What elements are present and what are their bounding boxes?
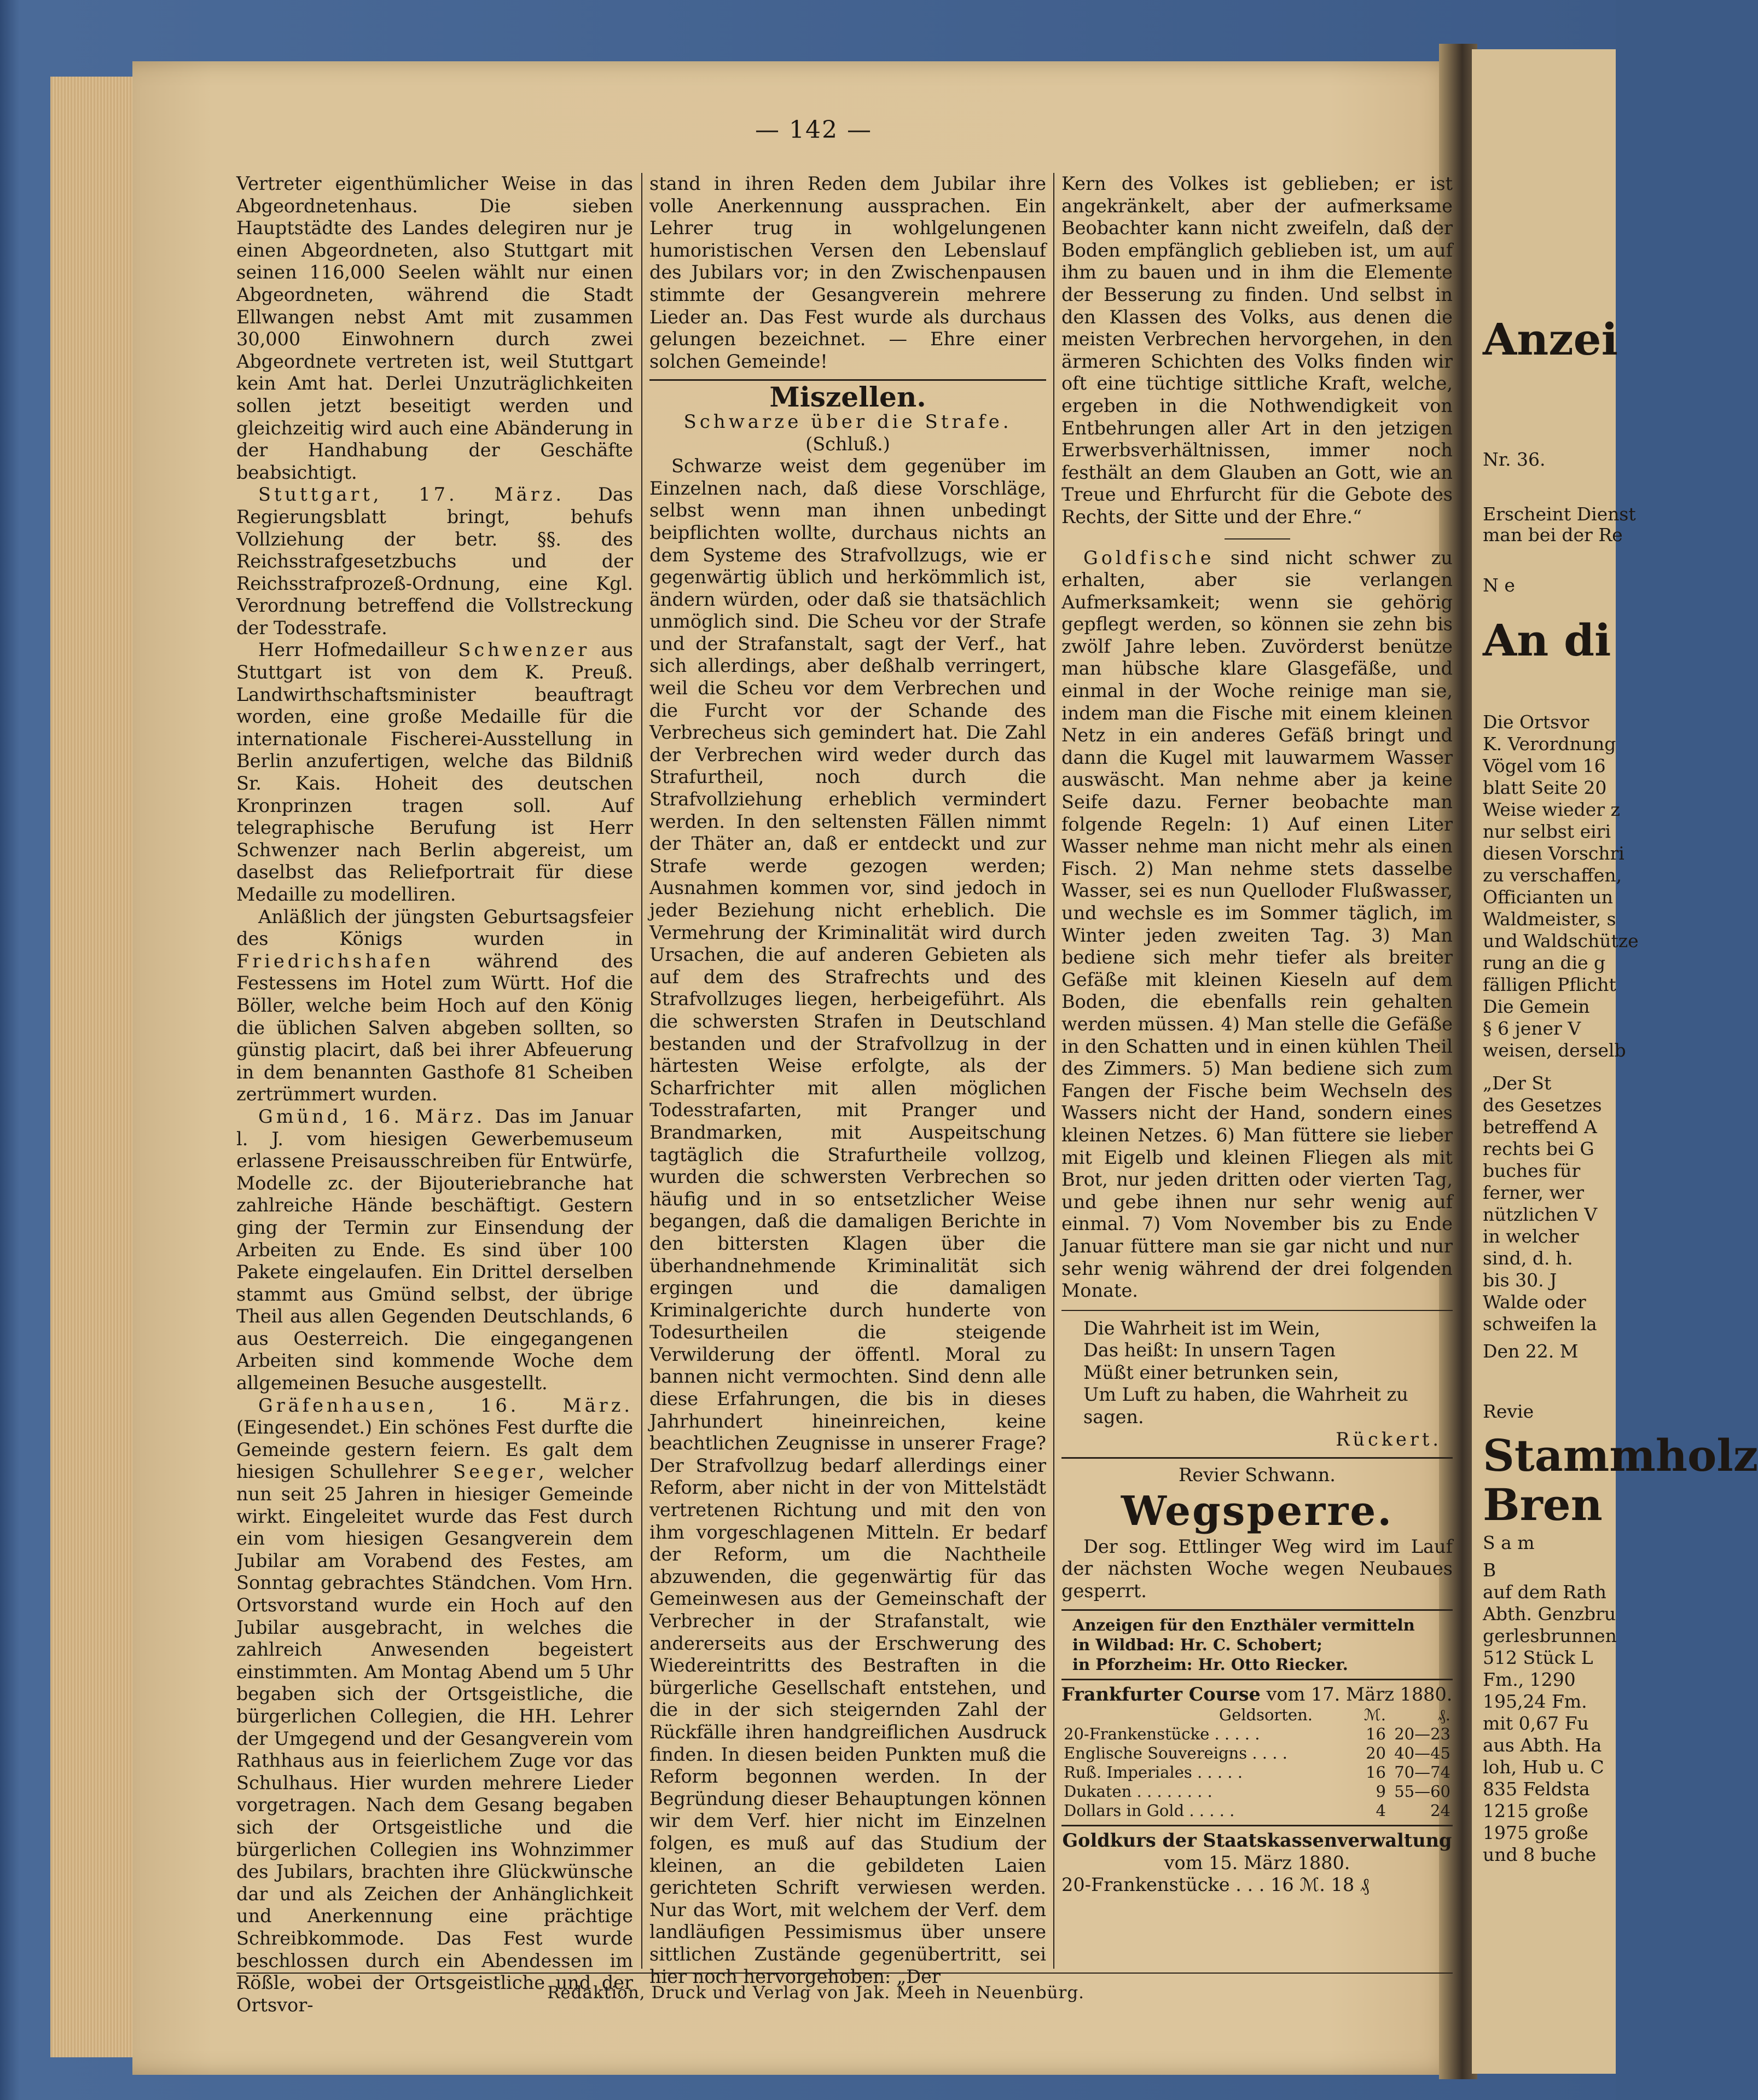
paragraph-text: aus Stuttgart ist von dem K. Preuß. Landwirthschaftsminister beauftragt worden, eine große Medaille für die internationale Fischerei-Ausstellung in Berlin anzufertigen, welche das Bildniß Sr. Kais. Hoheit des deutschen Kronprinzen tragen soll. Auf telegraphische Berufung ist Herr Schwenzer nach Berlin abgereist, um daselbst das Reliefportrait für diese Medaille zu modelliren. [236, 639, 633, 905]
divider [1061, 1310, 1453, 1311]
course-table [1061, 1705, 1453, 1820]
unit-pf: ₰. [1437, 1705, 1451, 1725]
paragraph-text: während des Festessens im Hotel zum Württ. Hof die Böller, welche beim Hoch auf den König die üblichen Salven abgeben sollten, so günstig placirt, daß bei ihrer Abfeuerung in dem benannten Gasthofe 81 Scheiben zertrümmert wurden. [236, 950, 633, 1105]
section-title: Miszellen. [769, 381, 926, 414]
next-page-line: An di [1483, 614, 1611, 666]
course-mark: 20 [1366, 1744, 1386, 1763]
next-page-line: aus Abth. Ha [1483, 1734, 1602, 1756]
paragraph: Schwarze weist dem gegenüber im Einzelnen nach, daß diese Vorschläge, selbst wenn man ihnen unbedingt beipflichten wollte, durchaus nichts an dem Systeme des Strafvollzugs, wie er gegenwärtig üblich und herkömmlich ist, ändern würden, oder daß sie thatsächlich unmöglich sind. Die Scheu vor der Strafe und der Strafanstalt, sagt der Verf., hat sich allerdings, aber deßhalb verringert, weil die Scheu vor dem Verbrechen und die Furcht vor der Schande des Verbrecheus sich gemindert hat. Die Zahl der Verbrechen wird weder durch das Strafurtheil, noch durch die Strafvollziehung erheblich vermindert werden. In den seltensten Fällen nimmt der Thäter an, daß er entdeckt und zur Strafe werde gezogen werden; Ausnahmen kommen vor, sind jedoch in jeder Beziehung nicht erheblich. Die Vermehrung der Kriminalität wird durch Ursachen, die auf anderen Gebieten als auf dem des Strafrechts und des Strafvollzuges liegen, herbeigeführt. Als die schwersten Strafen in Deutschland bestanden und der Strafvollzug in der härtesten Weise erfolgte, als der Scharfrichter mit allen möglichen Todesstrafarten, mit Pranger und Brandmarken, mit Auspeitschung tagtäglich die Strafurtheile vollzog, wurden die schwersten Verbrechen so häufig und in so entsetzlicher Weise begangen, daß die damaligen Berichte in den bittersten Klagen über die überhandnehmende Kriminalität sich ergingen und die damaligen Kriminalgerichte durch hunderte von Todesurtheilen die steigende Verwilderung der öffentl. Moral zu bannen nicht vermochten. Sind denn alle diese Erfahrungen, die bis in dieses Jahrhundert hineinreichen, keine beachtlichen Zeugnisse in unserer Frage? Der Strafvollzug bedarf allerdings einer Reform, aber nicht in der von Mittelstädt vertretenen Richtung und mit den von ihm vorgeschlagenen Mitteln. Er bedarf der Reform, um die Nachtheile abzuwenden, die gegenwärtig für das Gemeinwesen aus der Gemeinschaft der Verbrecher in der Strafanstalt, wie andererseits aus der Erschwerung des Wiedereintritts des Bestraften in die bürgerliche Gesellschaft entstehen, und die in der sich steigernden Zahl der Rückfälle ihren handgreiflichen Ausdruck finden. In diesen beiden Punkten muß die Reform begonnen werden. In der Begründung dieser Behauptungen können wir dem Verf. hier nicht im Einzelnen folgen, es muß auf das Studium der kleinen, an die gebildeten Laien gerichteten Schrift verwiesen werden. Nur das Wort, mit welchem der Verf. dem landläufigen Pessimismus über unsere sittlichen Zustände gegenübertritt, sei hier noch hervorgehoben: „Der [649, 455, 1046, 1987]
course-name: Englische Souvereigns . . . . [1064, 1744, 1287, 1763]
next-page-line: nützlichen V [1483, 1204, 1598, 1225]
next-page-line: „Der St [1483, 1072, 1552, 1094]
paragraph-text: Anläßlich der jüngsten Geburtsagsfeier des Königs wurden in [236, 906, 633, 950]
paragraph [236, 1395, 633, 2017]
unit-mark: ℳ. [1364, 1705, 1386, 1725]
next-page-line: auf dem Rath [1483, 1581, 1606, 1603]
next-page-line: 835 Feldsta [1483, 1778, 1590, 1800]
next-page-line: fälligen Pflicht [1483, 974, 1616, 995]
paragraph [236, 639, 633, 906]
course-pf: 20—23 [1394, 1725, 1451, 1744]
next-page-line: 512 Stück L [1483, 1647, 1593, 1668]
next-page-line: weisen, derselb [1483, 1040, 1626, 1061]
notice-title: Wegsperre. [1121, 1487, 1394, 1535]
divider [1061, 1457, 1453, 1459]
next-page-line: und Waldschütze [1483, 930, 1639, 952]
person-name: Seeger [453, 1461, 539, 1483]
ads-line: Anzeigen für den Enzthäler vermitteln [1072, 1615, 1415, 1634]
notice-head: Revier Schwann. [1179, 1464, 1336, 1486]
article-subtitle: (Schluß.) [805, 433, 890, 455]
dateline: Stuttgart, 17. März. [258, 484, 565, 506]
divider [1061, 1609, 1453, 1611]
course-pf: 70—74 [1394, 1763, 1451, 1782]
table-row [1061, 1744, 1453, 1763]
dateline: Gräfenhausen, 16. März. [258, 1394, 633, 1416]
ads-line: in Pforzheim: Hr. Otto Riecker. [1072, 1655, 1348, 1674]
next-page-line: Erscheint Dienst [1483, 503, 1636, 525]
next-page-line: Fm., 1290 [1483, 1669, 1576, 1690]
place-name: Friedrichshafen [236, 950, 434, 972]
section-divider [649, 379, 1046, 381]
next-page-line: Walde oder [1483, 1291, 1586, 1313]
next-page-line: zu verschaffen, [1483, 865, 1622, 886]
next-page-line: B [1483, 1559, 1496, 1581]
course-title [1061, 1684, 1453, 1706]
paragraph: Kern des Volkes ist geblieben; er ist angekränkelt, aber der aufmerksame Beobachter kann nicht zweifeln, daß der Boden empfänglich geblieben ist, um auf ihm zu bauen und in ihm die Elemente der Besserung zu finden. Und selbst in den Klassen des Volks, aus denen die meisten Verbrechen hervorgehen, in den ärmeren Schichten des Volks finden wir oft eine tüchtige sittliche Kraft, welche, ergeben in die Nothwendigkeit von Entbehrungen aller Art in den jetzigen Erwerbsverhältnissen, immer noch festhält an dem Glauben an Gott, wie an Treue und Ehrfurcht für die Gebote des Rechts, der Sitte und der Ehre.“ [1061, 173, 1453, 527]
next-page-line: Waldmeister, s [1483, 908, 1616, 930]
paragraph [236, 484, 633, 639]
dateline: Gmünd, 16. März. [258, 1105, 486, 1127]
gold-date: vom 15. März 1880. [1164, 1852, 1350, 1873]
next-page-line: 195,24 Fm. [1483, 1691, 1587, 1712]
course-name: Dollars in Gold . . . . . [1064, 1801, 1235, 1820]
next-page-line: loh, Hub u. C [1483, 1756, 1604, 1778]
next-page-line: Den 22. M [1483, 1341, 1579, 1362]
next-page-line: diesen Vorschri [1483, 843, 1624, 864]
next-page-line: Nr. 36. [1483, 449, 1546, 470]
ads-box [1061, 1615, 1453, 1674]
paragraph-text: sind nicht schwer zu erhalten, aber sie verlangen Aufmerksamkeit; wenn sie gehörig gepflegt werden, so können sie zehn bis zwölf Jahre leben. Zuvörderst benütze man hübsche klare Glasgefäße, und einmal in der Woche reinige man sie, indem man die Fische mit einem kleinen Netz in ein anderes Gefäß bringt und dann die Kugel mit lauwarmem Wasser auswäscht. Man nehme aber ja keine Seife dazu. Ferner beobachte man folgende Regeln: 1) Auf einen Liter Wasser nehme man nicht mehr als einen Fisch. 2) Man nehme stets dasselbe Wasser, sei es nun Quelloder Flußwasser, und wechsle es im Sommer täglich, im Winter jeden zweiten Tag. 3) Man bediene sich mehr tiefer als breiter Gefäße mit kleinen Kieseln auf dem Boden, die ebenfalls rein gehalten werden müssen. 4) Man stelle die Gefäße in den Schatten und in einen kühlen Theil des Zimmers. 5) Man bediene sich zum Fangen der Fische beim Wechseln des Wassers nicht der Hand, sondern eines kleinen Netzes. 6) Man füttere sie lieber mit Eigelb und kleinen Fliegen als mit Brot, nur jeden dritten oder vierten Tag, und gebe ihnen nur sehr wenig auf einmal. 7) Vom November bis zu Ende Januar füttere man sie gar nicht und nur sehr wenig während der drei folgenden Monate. [1061, 547, 1453, 1302]
column-2 [649, 173, 1046, 1988]
next-page-line: und 8 buche [1483, 1844, 1597, 1865]
next-page-line: § 6 jener V [1483, 1018, 1581, 1039]
course-title-date: vom 17. März 1880. [1266, 1683, 1453, 1705]
next-page-line: Weise wieder z [1483, 799, 1620, 820]
paragraph: Vertreter eigenthümlicher Weise in das Abgeordnetenhaus. Die sieben Hauptstädte des Landes delegiren nur je einen Abgeordneten, also Stuttgart mit seinen 116,000 Seelen wählt nur einen Abgeordneten, während die Stadt Ellwangen nebst Amt mit zusammen 30,000 Einwohnern durch zwei Abgeordnete vertreten ist, weil Stuttgart kein Amt hat. Derlei Unzuträglichkeiten sollen jetzt beseitigt werden und gleichzeitig wird auch eine Abänderung in der Handhabung der Geschäfte beabsichtigt. [236, 173, 633, 483]
paragraph-text: Herr Hofmedailleur [258, 639, 448, 661]
next-page-fragment [1472, 49, 1758, 2074]
next-page-line: Officianten un [1483, 886, 1614, 908]
article-title: Schwarze über die Strafe. [683, 410, 1012, 433]
poem-line: Das heißt: In unsern Tagen [1083, 1339, 1336, 1361]
poem-line: Müßt einer betrunken sein, [1083, 1361, 1339, 1383]
paragraph-text: Das im Januar l. J. vom hiesigen Gewerbemuseum erlassene Preisausschreiben für Entwürfe, Modelle zc. der Bijouteriebranche hat zahlreiche Hände beschäftigt. Gestern ging der Termin zur Einsendung der Arbeiten zu Ende. Es sind über 100 Pakete eingelaufen. Ein Drittel derselben stammt aus Gmünd selbst, der übrige Theil aus allen Gegenden Deutschlands, 6 aus Oesterreich. Die eingegangenen Arbeiten sind kommende Woche dem allgemeinen Besuche ausgestellt. [236, 1105, 633, 1394]
next-page-line: des Gesetzes [1483, 1094, 1602, 1116]
next-page-line: gerlesbrunnen [1483, 1625, 1617, 1646]
next-page-line: N e [1483, 575, 1515, 596]
table-row [1061, 1763, 1453, 1782]
next-page-line: bis 30. J [1483, 1269, 1557, 1291]
course-sub: Geldsorten. [1219, 1705, 1313, 1725]
paragraph: stand in ihren Reden dem Jubilar ihre volle Anerkennung aussprachen. Ein Lehrer trug in wohlgelungenen humoristischen Versen den Lebenslauf des Jubilars vor; in den Zwischenpausen stimmte der Gesangverein mehrere Lieder an. Das Fest wurde als durchaus gelungen bezeichnet. — Ehre einer solchen Gemeinde! [649, 173, 1046, 372]
column-rule-1 [641, 173, 642, 1969]
course-pf: 40—45 [1394, 1744, 1451, 1763]
next-page-line: 1215 große [1483, 1800, 1588, 1821]
poem-author: Rückert. [1336, 1428, 1442, 1450]
next-page-line: rung an die g [1483, 952, 1606, 973]
table-row [1061, 1801, 1453, 1820]
course-name: Dukaten . . . . . . . . [1064, 1782, 1212, 1801]
poem [1061, 1318, 1453, 1429]
course-name: Ruß. Imperiales . . . . . [1064, 1763, 1243, 1782]
course-name: 20-Frankenstücke . . . . . [1064, 1725, 1260, 1744]
table-header-row [1061, 1705, 1453, 1725]
divider [1225, 538, 1290, 539]
next-page-line: sind, d. h. [1483, 1248, 1573, 1269]
paragraph [1061, 547, 1453, 1302]
paragraph [236, 1106, 633, 1395]
gold-title: Goldkurs der Staatskassenverwaltung [1062, 1830, 1452, 1852]
divider [1061, 1679, 1453, 1680]
column-rule-2 [1053, 173, 1054, 1969]
paragraph-text: (Eingesendet.) Ein schönes Fest durfte die Gemeinde gestern feiern. Es galt dem hiesigen Schullehrer [236, 1417, 633, 1483]
paragraph-text: Das Regierungsblatt bringt, behufs Vollziehung der betr. §§. des Reichsstrafgesetzbuchs und der Reichsstrafprozeß-Ordnung, eine Kgl. Verordnung betreffend die Vollstreckung der Todesstrafe. [236, 484, 633, 639]
course-mark: 4 [1376, 1801, 1386, 1820]
paragraph-text: , welcher nun seit 25 Jahren in hiesiger Gemeinde wirkt. Eingeleitet wurde das Fest durch ein vom hiesigen Gesangverein dem Jubilar am Vorabend des Festes, am Sonntag gebrachtes Ständchen. Vom Hrn. Ortsvorstand wurde ein Hoch auf den Jubilar ausgebracht, in welches die zahlreich Anwesenden begeistert einstimmten. Am Montag Abend um 5 Uhr begaben sich der Ortsgeistliche, die bürgerlichen Collegien, die HH. Lehrer der Umgegend und der Gesangverein vom Rathhaus aus in feierlichem Zuge vor das Schulhaus. Hier wurden mehrere Lieder vorgetragen. Nach dem Gesang begaben sich der Ortsgeistliche und die bürgerlichen Collegien ins Wohnzimmer des Jubilars, brachten ihre Glückwünsche dar und als Zeichen der Anhänglichkeit und Anerkennung eine prächtige Schreibkommode. Das Fest wurde beschlossen durch ein Abendessen im Rößle, wobei der Ortsgeistliche und der Ortsvor- [236, 1461, 633, 2016]
column-1 [236, 173, 633, 2016]
poem-line: Die Wahrheit ist im Wein, [1083, 1317, 1320, 1339]
table-row [1061, 1782, 1453, 1801]
next-page-line: man bei der Re [1483, 524, 1623, 546]
next-page-line: Die Ortsvor [1483, 711, 1589, 733]
ads-line: in Wildbad: Hr. C. Schobert; [1072, 1635, 1322, 1654]
next-page-line: ferner, wer [1483, 1182, 1584, 1203]
next-page-line: nur selbst eiri [1483, 821, 1611, 842]
next-page-line: Bren [1483, 1479, 1603, 1530]
paragraph [236, 906, 633, 1106]
course-mark: 9 [1376, 1782, 1386, 1801]
column-3 [1061, 173, 1453, 1896]
gold-row: 20-Frankenstücke . . . 16 ℳ. 18 ₰ [1061, 1874, 1370, 1896]
next-page-line: 1975 große [1483, 1822, 1588, 1843]
course-mark: 16 [1366, 1725, 1386, 1744]
next-page-line: Anzei [1483, 314, 1618, 365]
next-page-line: mit 0,67 Fu [1483, 1713, 1589, 1734]
notice-text: Der sog. Ettlinger Weg wird im Lauf der nächsten Woche wegen Neubaues gesperrt. [1061, 1535, 1453, 1602]
course-pf: 55—60 [1394, 1782, 1451, 1801]
course-title-main: Frankfurter Course [1061, 1683, 1261, 1705]
course-mark: 16 [1366, 1763, 1386, 1782]
next-page-line: K. Verordnung [1483, 733, 1616, 755]
next-page-line: Revie [1483, 1401, 1534, 1422]
page-block-edges [50, 77, 134, 2057]
course-pf: 24 [1430, 1801, 1451, 1820]
next-page-line: schweifen la [1483, 1313, 1597, 1335]
next-page-line: S a m [1483, 1532, 1535, 1553]
next-page-line: Abth. Genzbru [1483, 1603, 1616, 1625]
next-page-line: in welcher [1483, 1226, 1579, 1247]
next-page-line: Die Gemein [1483, 996, 1590, 1017]
next-page-line: Vögel vom 16 [1483, 755, 1606, 776]
page-number: — 142 — [755, 116, 872, 144]
imprint-footer: Redaktion, Druck und Verlag von Jak. Meeh in Neuenbürg. [547, 1983, 1085, 2003]
table-row [1061, 1725, 1453, 1744]
next-page-line: Stammholz [1483, 1430, 1758, 1481]
article-lead: Goldfische [1083, 547, 1215, 568]
divider [1061, 1825, 1453, 1826]
person-name: Schwenzer [458, 639, 590, 661]
next-page-line: buches für [1483, 1160, 1581, 1181]
next-page-line: betreffend A [1483, 1116, 1597, 1138]
next-page-line: rechts bei G [1483, 1138, 1594, 1159]
next-page-line: blatt Seite 20 [1483, 777, 1607, 798]
poem-line: Um Luft zu haben, die Wahrheit zu sagen. [1083, 1384, 1408, 1428]
